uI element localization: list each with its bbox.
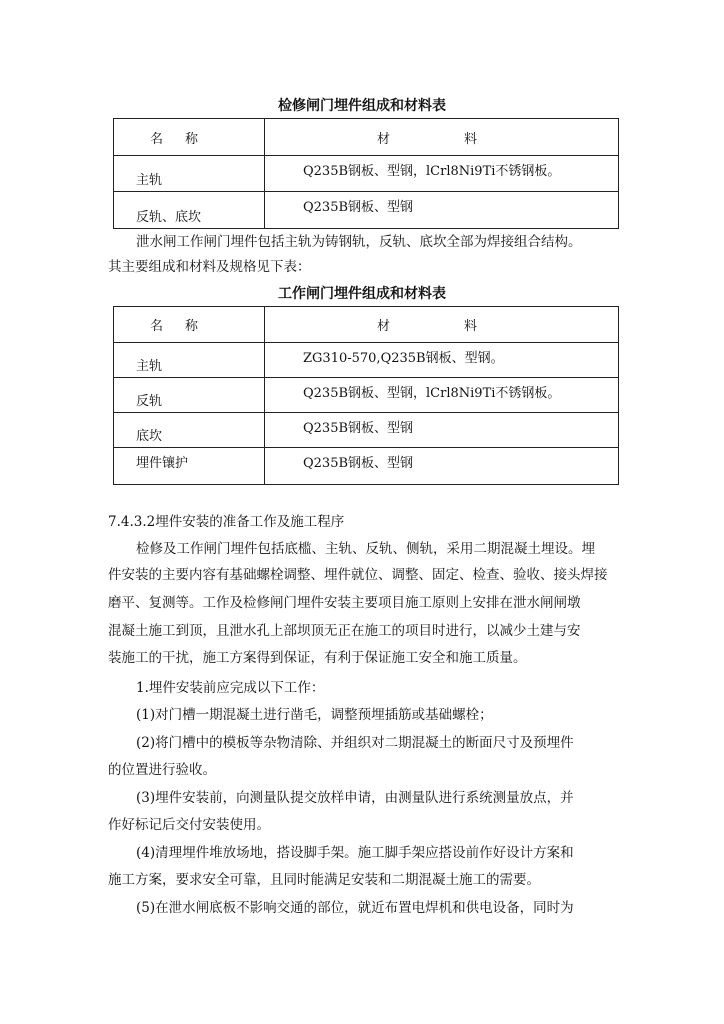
row-material: Q235B钢板、型钢 [265,192,619,229]
row-material: Q235B钢板、型钢 [265,413,619,448]
row-name: 主轨 [114,343,265,378]
body-line-1: 检修及工作闸门埋件包括底槛、主轨、反轨、侧轨，采用二期混凝土埋设。埋 [136,541,595,557]
section-heading: 7.4.3.2埋件安装的准备工作及施工程序 [108,514,345,530]
body-line-3: 磨平、复测等。工作及检修闸门埋件安装主要项目施工原则上安排在泄水闸闸墩 [108,595,581,611]
header-mat-a: 材 [377,319,391,334]
body-line-5: 装施工的干扰，施工方案得到保证，有利于保证施工安全和施工质量。 [108,650,527,666]
table1-header-name [114,119,265,156]
body-line-9: 的位置进行验收。 [108,762,216,778]
body-line-11: 作好标记后交付安装使用。 [108,817,270,833]
body-line-6: 1.埋件安装前应完成以下工作： [136,680,325,696]
table1-title: 检修闸门埋件组成和材料表 [278,98,446,114]
body-line-13: 施工方案，要求安全可靠，且同时能满足安装和二期混凝土施工的需要。 [108,872,540,888]
table2-header-row [114,307,619,343]
table1-header-row [114,119,619,156]
intro-line-2: 其主要组成和材料及规格见下表： [108,259,311,275]
table-row [114,448,619,485]
row-material: Q235B钢板、型钢 [265,448,619,485]
table-row [114,413,619,448]
row-name: 反轨、底坎 [114,192,265,229]
table-row [114,378,619,413]
table2 [113,306,619,485]
table2-title: 工作闸门埋件组成和材料表 [278,286,446,302]
header-mat-b: 料 [464,319,478,334]
table1 [113,118,619,229]
row-name: 埋件镶护 [114,448,265,485]
header-name-b: 称 [185,131,199,147]
row-material: ZG310-570,Q235B钢板、型钢。 [265,343,619,378]
body-line-2: 件安装的主要内容有基础螺栓调整、埋件就位、调整、固定、检查、验收、接头焊接 [108,567,608,583]
row-material: Q235B钢板、型钢，lCrl8Ni9Ti不锈钢板。 [265,378,619,413]
row-name: 底坎 [114,413,265,448]
header-mat-a: 材 [377,131,391,147]
header-mat-b: 料 [464,131,478,147]
body-line-14: (5)在泄水闸底板不影响交通的部位，就近布置电焊机和供电设备，同时为 [136,900,574,916]
body-line-7: (1)对门槽一期混凝土进行凿毛，调整预埋插筋或基础螺栓； [136,707,493,723]
table-row [114,156,619,192]
table1-header-material [265,119,619,156]
row-name: 反轨 [114,378,265,413]
body-line-4: 混凝土施工到顶，且泄水孔上部坝顶无正在施工的项目时进行，以减少土建与安 [108,623,581,639]
body-line-8: (2)将门槽中的模板等杂物清除、并组织对二期混凝土的断面尺寸及预埋件 [136,735,574,751]
table-row [114,343,619,378]
intro-line-1: 泄水闸工作闸门埋件包括主轨为铸钢轨，反轨、底坎全部为焊接组合结构。 [136,234,582,250]
header-name-b: 称 [185,319,199,334]
row-name: 主轨 [114,156,265,192]
body-line-12: (4)清理埋件堆放场地，搭设脚手架。施工脚手架应搭设前作好设计方案和 [136,845,574,861]
body-line-10: (3)埋件安装前，向测量队提交放样申请，由测量队进行系统测量放点，并 [136,790,574,806]
table2-header-material [265,307,619,343]
table2-header-name [114,307,265,343]
table-row [114,192,619,229]
header-name-a: 名 [150,319,164,334]
row-material: Q235B钢板、型钢，lCrl8Ni9Ti不锈钢板。 [265,156,619,192]
header-name-a: 名 [150,131,164,147]
